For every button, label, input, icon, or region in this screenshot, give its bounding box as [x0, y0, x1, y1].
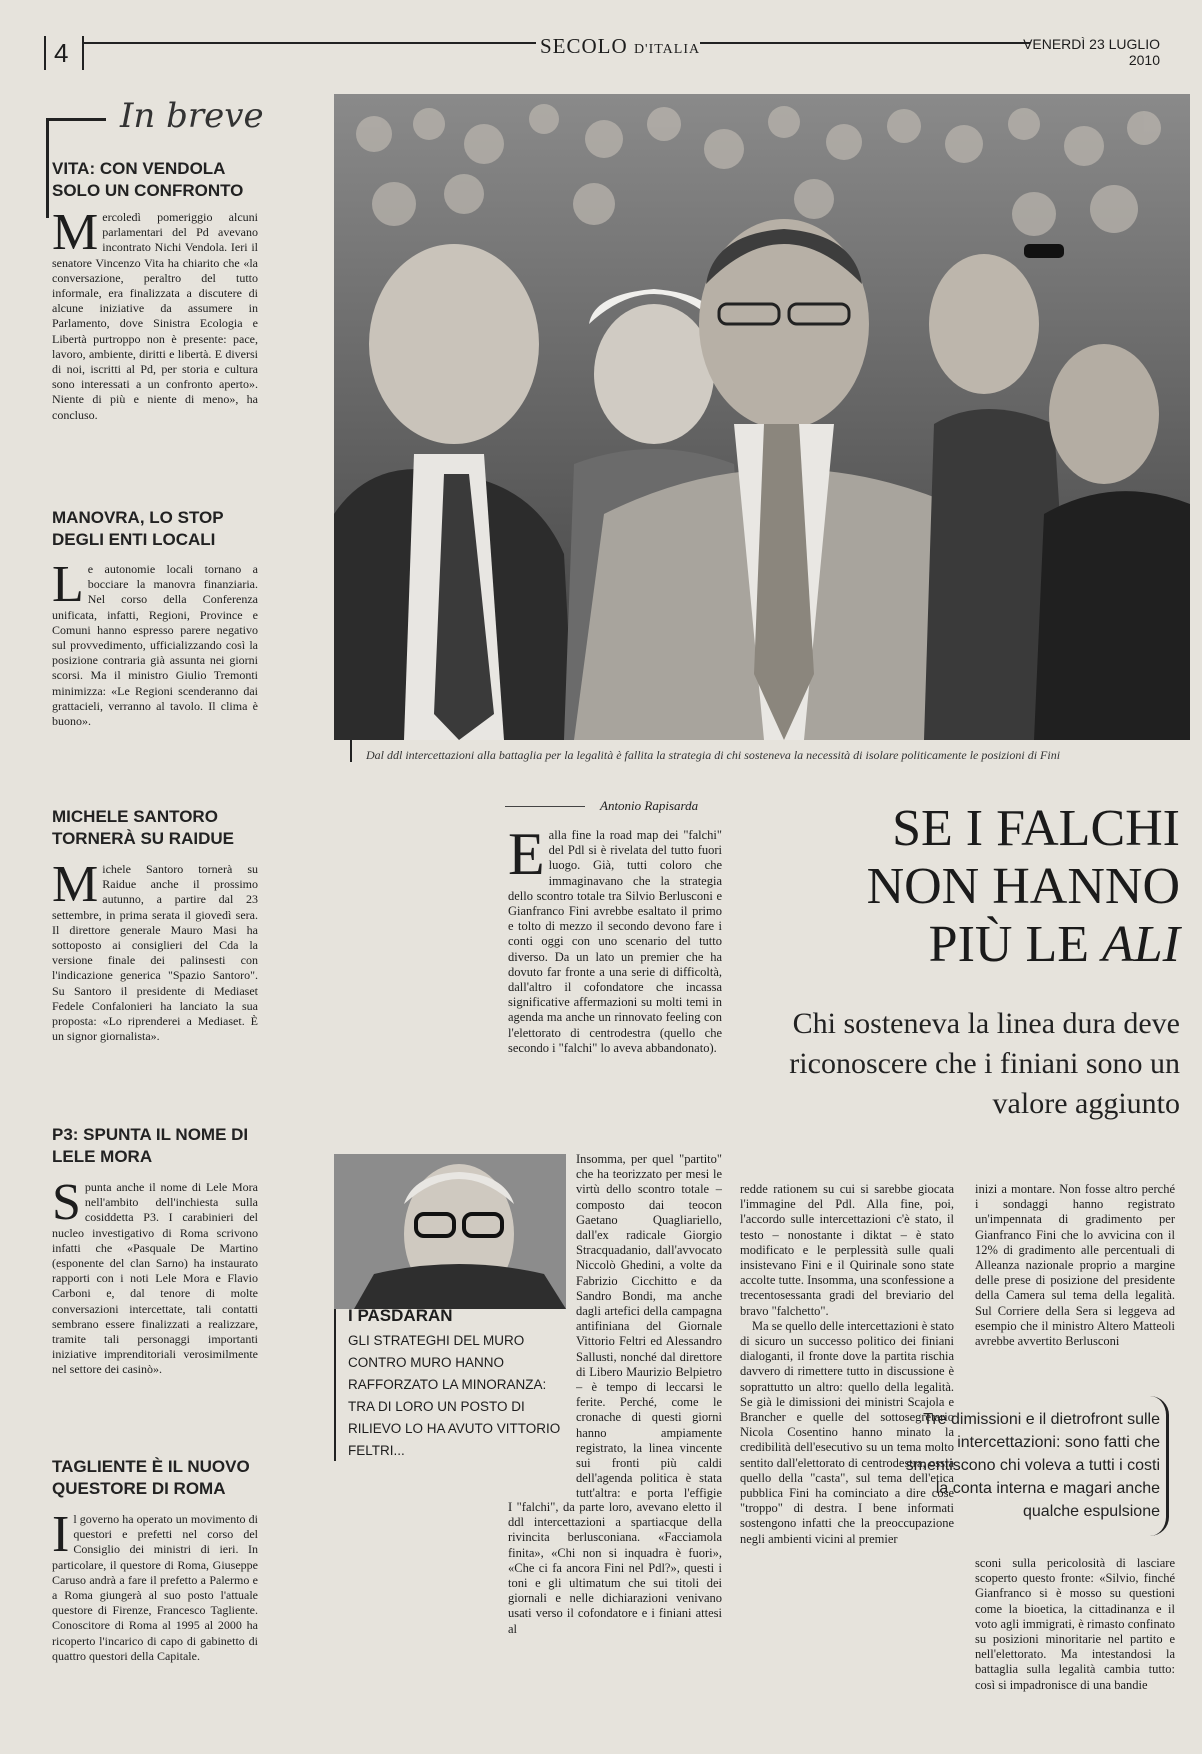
brief-title-3: MICHELE SANTORO TORNERÀ SU RAIDUE	[52, 807, 234, 848]
inset-photo	[334, 1154, 566, 1309]
brief-text-5	[52, 1512, 258, 1732]
article-col3-top	[975, 1182, 1175, 1380]
byline: Antonio Rapisarda	[600, 798, 699, 813]
brief-text-1	[52, 210, 258, 482]
pasdaran-title: I PASDARAN	[348, 1306, 453, 1325]
brief-body-4: punta anche il nome di Lele Mora nell'ambito dell'inchiesta sulla cosiddetta P3. I carabinieri del nucleo investigativo di Roma scrivono infatti che «Pasquale De Martino (esponente del clan Sarno) ha instaurato rapporti con i noti Lele Mora e Flavio Carboni e, dal tenore di molte conversazioni intercettate, tali contatti sembrano essere finalizzati a realizzare, tramite tali personaggi importanti iniziative imprenditoriali verosimilmente nel settore dei casinò».	[52, 1180, 258, 1377]
article-dropcap: E	[508, 828, 545, 887]
article-col3-bottom	[975, 1556, 1175, 1736]
brief-dropcap-2: L	[52, 562, 84, 613]
article-col1-bottom	[508, 1500, 722, 1736]
dateline: VENERDÌ 23 LUGLIO 2010	[1023, 36, 1160, 68]
brief-body-2: e autonomie locali tornano a bocciare la manovra finanziaria. Nel corso della Conferenza unificata, infatti, Regioni, Province e Comuni hanno espresso parere negativo sul provvedimento, ufficializzando così la posizione contraria già assunta nei giorni scorsi. Ma il ministro Giulio Tremonti minimizza: «Le Regioni scenderanno dai grattacieli, verranno al tavolo. Il clima è buono».	[52, 562, 258, 729]
headline	[720, 800, 1180, 974]
pull-quote-bracket	[1150, 1396, 1169, 1536]
article-col1-para2: Insomma, per quel "partito" che ha teorizzato per mesi le virtù dello scontro totale – composto dai teocon Gaetano Quagliariello, dall'ex radicale Giorgio Stracquadanio, dall'avvocato Niccolò Ghedini, a volte da Fabrizio Cicchitto e da Sandro Bondi, ma anche dagli artefici della campagna antifiniana del Giornale Vittorio Feltri ed Alessandro Sallusti, nonché dal direttore di Libero Maurizio Belpietro – è tempo di leccarsi le ferite. Perché, come le cronache di questi giorni hanno ampiamente registrato, la linea vincente sui fronti più caldi dell'agenda politica è stata tutt'altra: e porta l'effigie	[576, 1152, 722, 1500]
article-col2-para2: Ma se quello delle intercettazioni è stato di sicuro un successo politico dei finiani dialoganti, il fronte dove la partita rischia davvero di rimettere tutto in discussione è soprattutto un altro: quello della legalità. Se già le dimissioni dei ministri Scajola e Brancher e quelle del sottosegretario Nicola Cosentino hanno minato la credibilità dell'esecutivo su un tema molto sentito dall'elettorato di centrodestra, ossia quello della "casta", sul tema dell'etica pubblica Fini ha cominciato a dire cose "troppo" di destra. I bene informati sostengono infatti che la preoccupazione negli ambienti vicini al premier	[740, 1318, 954, 1546]
header-rule-left	[84, 42, 536, 44]
brief-title-5: TAGLIENTE È IL NUOVO QUESTORE DI ROMA	[52, 1457, 250, 1498]
brief-body-5: l governo ha operato un movimento di questori e prefetti nel corso del Consiglio dei ministri di ieri. In particolare, il questore di Roma, Giuseppe Caruso andrà a fare il prefetto a Palermo e a Roma giungerà al suo posto l'attuale questore di Firenze, Francesco Tagliente. Conoscitore di Roma al 1995 al 2000 ha ricoperto l'incarico di capo di gabinetto di quattro questori della Capitale.	[52, 1512, 258, 1663]
brief-dropcap-4: S	[52, 1180, 81, 1231]
brief-dropcap-1: M	[52, 210, 99, 261]
brief-title-1: VITA: CON VENDOLA SOLO UN CONFRONTO	[52, 159, 244, 200]
headline-italic-word: ALI	[1102, 916, 1180, 973]
pull-quote: Tre dimissioni e il dietrofront sulle intercettazioni: sono fatti che smentiscono chi voleva a tutti i costi la conta interna e magari anche qualche espulsione	[905, 1411, 1160, 1520]
article-col2-para1: redde rationem su cui si sarebbe giocata l'immagine del Pdl. Alla fine, poi, l'accordo sulle intercettazioni c'è stato, il testo – nonostante i diktat – è stato modificato e le perplessità sulle quali insistevano Fini e il Quirinale sono state accolte tutte. Insomma, una sconfessione a trecentosessanta gradi del breviario del bravo "falchetto".	[740, 1182, 954, 1318]
headline-line-3	[720, 916, 1180, 974]
header-rule-right	[700, 42, 1030, 44]
brief-title-4: P3: SPUNTA IL NOME DI LELE MORA	[52, 1125, 249, 1166]
headline-line-1: SE I FALCHI	[892, 800, 1180, 857]
page-number: 4	[54, 38, 69, 68]
masthead-title: SECOLO	[540, 34, 628, 58]
brief-text-3	[52, 862, 258, 1104]
article-col3-para2: sconi sulla pericolosità di lasciare scoperto questo fronte: «Silvio, finché Gianfranco si è mosso su questioni come la bioetica, la cittadinanza e il voto agli immigrati, è rimasto confinato su posizioni minoritarie nel partito e nell'elettorato. Ma intestandosi la battaglia sulla legalità cambia tutto: così si impadronisce di una bandie	[975, 1556, 1175, 1692]
masthead-subtitle: D'ITALIA	[633, 42, 701, 57]
brief-dropcap-5: I	[52, 1512, 70, 1563]
main-photo-illustration	[334, 94, 1190, 740]
brief-body-3: ichele Santoro tornerà su Raidue anche il prossimo autunno, a partire dal 23 settembre, in prima serata il giovedì sera. Il direttore generale Mauro Masi ha sottoposto ai consiglieri del Cda la versione finale dei palinsesti con l'indicazione generica "Spazio Santoro". Su Santoro il presidente di Mediaset Fedele Confalonieri ha lanciato la sua proposta: «Lo riprenderei a Mediaset. È un signor giornalista».	[52, 862, 258, 1044]
inset-photo-illustration	[334, 1154, 566, 1309]
masthead	[540, 34, 700, 59]
main-photo	[334, 94, 1190, 740]
brief-dropcap-3: M	[52, 862, 99, 913]
brief-text-4	[52, 1180, 258, 1452]
headline-line-2: NON HANNO	[866, 858, 1180, 915]
article-col1-para1: alla fine la road map dei "falchi" del Pdl si è rivelata del tutto fuori luogo. Già, tutti coloro che immaginavano che la strategia dello scontro totale tra Silvio Berlusconi e Gianfranco Fini avrebbe esaltato il primo e tolto di mezzo il secondo devono fare i conti oggi con uno scenario del tutto diverso. Da un lato un premier che ha dovuto far fronte a una serie di difficoltà, dall'altro il cofondatore che incassa significative affermazioni su molti temi in agenda ma anche un rinnovato feeling con l'elettorato di centrodestra (quello che secondo i "falchi" lo aveva abbandonato).	[508, 828, 722, 1055]
brevi-bracket-top	[46, 118, 106, 121]
article-col3-para1: inizi a montare. Non fosse altro perché i sondaggi hanno registrato un'impennata di gradimento per Gianfranco Fini che lo avvicina con il 12% di gradimento alle percentuali di Alleanza nazionale proprio a margine delle prese di posizione del presidente della Camera sul tema della legalità. Sul Corriere della Sera si leggeva ad esempio che il ministro Altero Matteoli avrebbe avvertito Berlusconi	[975, 1182, 1175, 1349]
photo-caption: Dal ddl intercettazioni alla battaglia per la legalità è fallita la strategia di chi sosteneva la necessità di isolare politicamente le posizioni di Fini	[366, 748, 1061, 762]
brief-body-1: ercoledì pomeriggio alcuni parlamentari del Pd avevano incontrato Nichi Vendola. Ieri il senatore Vincenzo Vita ha chiarito che «la conversazione, peraltro del tutto informale, era finalizzata a discutere di alcune iniziative da assumere in Parlamento, dove Sinistra Ecologia e Libertà purtroppo non è presente: pace, lavoro, ambiente, diritti e libertà. E diversi di noi, iscritti al Pd, per storia e cultura sono interessati a un confronto aperto». Niente di più e niente di meno», ha concluso.	[52, 210, 258, 422]
pasdaran-text: GLI STRATEGHI DEL MURO CONTRO MURO HANNO RAFFORZATO LA MINORANZA: TRA DI LORO UN POSTO DI RILIEVO LO HA AVUTO VITTORIO FELTRI...	[348, 1333, 561, 1458]
article-col1-mid	[576, 1152, 722, 1500]
brief-title-2: MANOVRA, LO STOP DEGLI ENTI LOCALI	[52, 508, 224, 549]
in-breve-label: In breve	[120, 96, 264, 136]
brevi-bracket-vertical	[46, 118, 49, 218]
byline-rule	[505, 806, 585, 807]
headline-line-3-text: PIÙ LE	[928, 916, 1089, 973]
article-col1-para3: I "falchi", da parte loro, avevano eletto il ddl intercettazioni a spartiacque della rivincita berlusconiana. «Facciamola finita», «Chi non si inquadra è fuori», «Che ci fa ancora Fini nel Pdl?», questi i toni e gli ultimatum che sui titoli dei giornali e nelle dichiarazioni venivano usati verso il cofondatore e i finiani attesi al	[508, 1500, 722, 1636]
subheadline: Chi sosteneva la linea dura deve riconoscere che i finiani sono un valore aggiunto	[789, 1007, 1180, 1120]
article-col1-top	[508, 828, 722, 1152]
caption-bar	[350, 740, 352, 762]
brief-text-2	[52, 562, 258, 788]
